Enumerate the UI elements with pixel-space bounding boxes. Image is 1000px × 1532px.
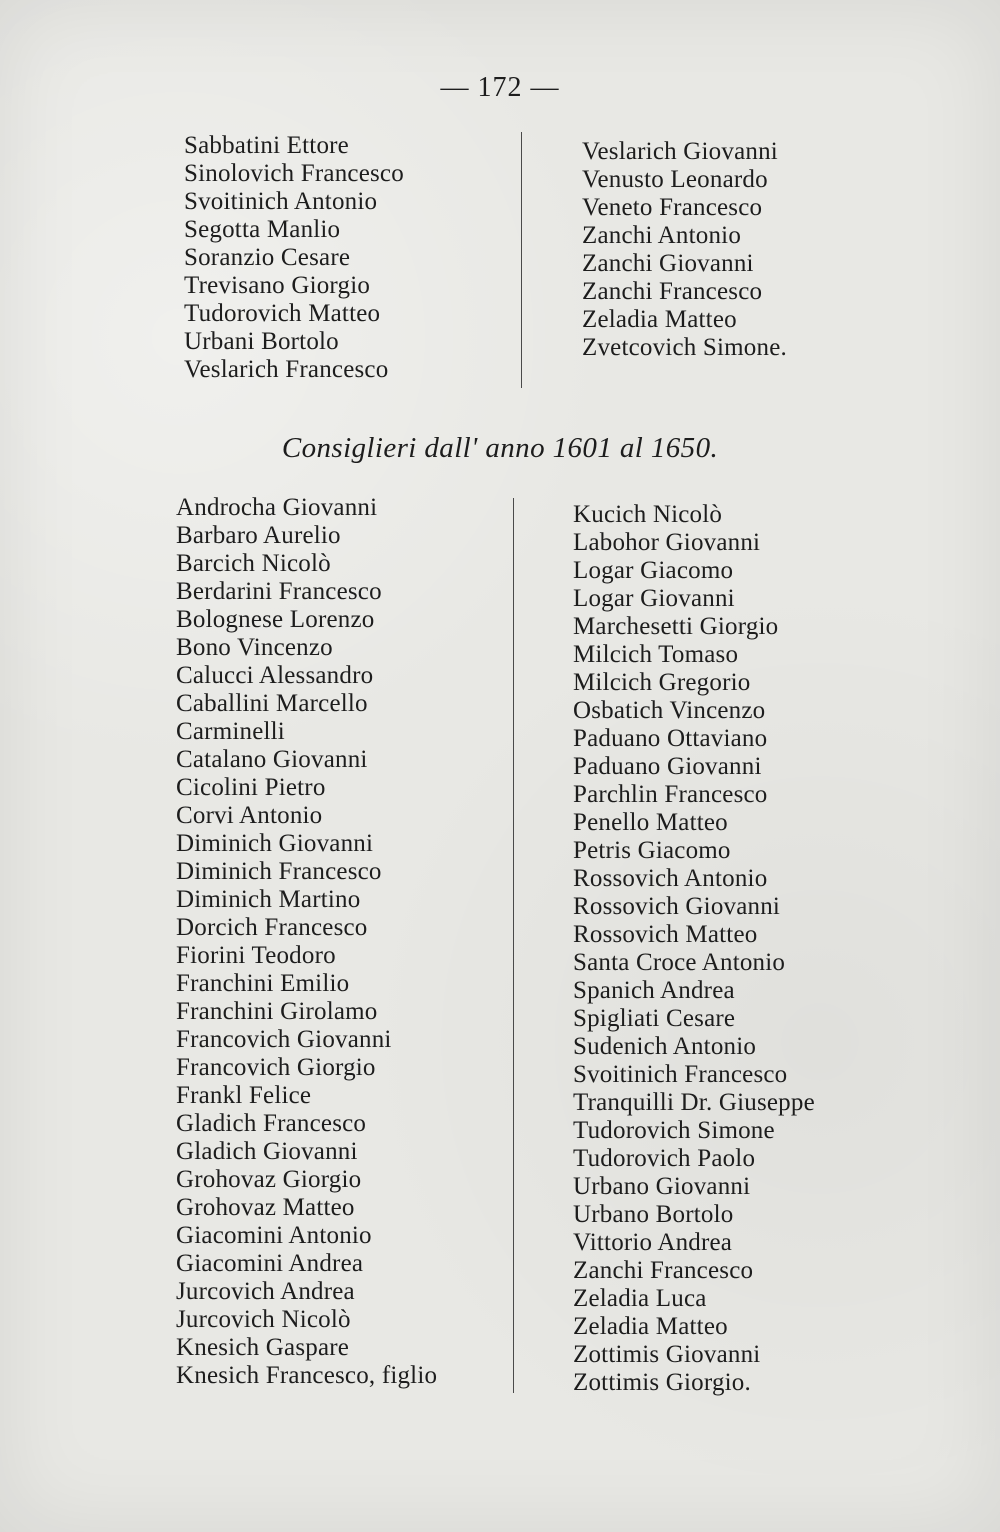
- name-entry: Zvetcovich Simone.: [582, 334, 787, 361]
- name-entry: Trevisano Giorgio: [184, 272, 371, 299]
- name-entry: Santa Croce Antonio: [573, 949, 786, 976]
- name-entry: Grohovaz Matteo: [176, 1194, 355, 1221]
- name-entry: Zottimis Giorgio.: [573, 1369, 751, 1396]
- bottom-left-name-list: [176, 494, 437, 1390]
- name-entry: Zanchi Giovanni: [582, 250, 754, 277]
- name-entry: Diminich Martino: [176, 886, 361, 913]
- name-entry: Giacomini Andrea: [176, 1250, 364, 1277]
- name-entry: Milcich Gregorio: [573, 669, 751, 696]
- name-entry: Rossovich Giovanni: [573, 893, 781, 920]
- name-entry: Grohovaz Giorgio: [176, 1166, 362, 1193]
- name-entry: Spigliati Cesare: [573, 1005, 736, 1032]
- name-entry: Fiorini Teodoro: [176, 942, 336, 969]
- name-entry: Milcich Tomaso: [573, 641, 739, 668]
- name-entry: Knesich Gaspare: [176, 1334, 350, 1361]
- name-entry: Catalano Giovanni: [176, 746, 368, 773]
- name-entry: Franchini Girolamo: [176, 998, 378, 1025]
- section-title: Consiglieri dall' anno 1601 al 1650.: [281, 432, 719, 464]
- name-entry: Veslarich Francesco: [184, 356, 389, 383]
- name-entry: Berdarini Francesco: [176, 578, 382, 605]
- name-entry: Vittorio Andrea: [573, 1229, 733, 1256]
- name-entry: Sinolovich Francesco: [184, 160, 404, 187]
- name-entry: Calucci Alessandro: [176, 662, 374, 689]
- name-entry: Rossovich Antonio: [573, 865, 768, 892]
- name-entry: Sabbatini Ettore: [184, 132, 349, 159]
- name-entry: Venusto Leonardo: [582, 166, 768, 193]
- name-entry: Kucich Nicolò: [573, 501, 723, 528]
- name-entry: Franchini Emilio: [176, 970, 350, 997]
- name-entry: Francovich Giorgio: [176, 1054, 376, 1081]
- name-entry: Urbano Giovanni: [573, 1173, 751, 1200]
- name-entry: Francovich Giovanni: [176, 1026, 392, 1053]
- name-entry: Svoitinich Francesco: [573, 1061, 788, 1088]
- name-entry: Diminich Giovanni: [176, 830, 374, 857]
- name-entry: Barbaro Aurelio: [176, 522, 341, 549]
- name-entry: Rossovich Matteo: [573, 921, 758, 948]
- name-entry: Zeladia Matteo: [582, 306, 737, 333]
- name-entry: Tudorovich Paolo: [573, 1145, 756, 1172]
- top-right-name-list: [582, 138, 787, 362]
- name-entry: Paduano Giovanni: [573, 753, 762, 780]
- name-entry: Urbani Bortolo: [184, 328, 339, 355]
- name-entry: Spanich Andrea: [573, 977, 735, 1004]
- name-entry: Zanchi Francesco: [573, 1257, 754, 1284]
- top-left-name-list: [184, 132, 404, 384]
- name-entry: Dorcich Francesco: [176, 914, 368, 941]
- name-entry: Frankl Felice: [176, 1082, 312, 1109]
- name-entry: Sudenich Antonio: [573, 1033, 757, 1060]
- page-number: — 172 —: [440, 72, 560, 103]
- name-entry: Gladich Francesco: [176, 1110, 367, 1137]
- name-entry: Giacomini Antonio: [176, 1222, 372, 1249]
- name-entry: Jurcovich Nicolò: [176, 1306, 351, 1333]
- name-entry: Urbano Bortolo: [573, 1201, 734, 1228]
- name-entry: Bono Vincenzo: [176, 634, 333, 661]
- name-entry: Veneto Francesco: [582, 194, 763, 221]
- name-entry: Caballini Marcello: [176, 690, 368, 717]
- bottom-column-divider: [513, 498, 514, 1393]
- name-entry: Osbatich Vincenzo: [573, 697, 766, 724]
- name-entry: Zanchi Antonio: [582, 222, 742, 249]
- name-entry: Zanchi Francesco: [582, 278, 763, 305]
- name-entry: Zeladia Matteo: [573, 1313, 728, 1340]
- name-entry: Segotta Manlio: [184, 216, 341, 243]
- name-entry: Bolognese Lorenzo: [176, 606, 375, 633]
- name-entry: Logar Giovanni: [573, 585, 735, 612]
- name-entry: Zottimis Giovanni: [573, 1341, 761, 1368]
- name-entry: Gladich Giovanni: [176, 1138, 358, 1165]
- name-entry: Carminelli: [176, 718, 285, 745]
- name-entry: Corvi Antonio: [176, 802, 323, 829]
- name-entry: Knesich Francesco, figlio: [176, 1362, 438, 1389]
- name-entry: Diminich Francesco: [176, 858, 382, 885]
- name-entry: Tranquilli Dr. Giuseppe: [573, 1089, 815, 1116]
- name-entry: Petris Giacomo: [573, 837, 731, 864]
- name-entry: Penello Matteo: [573, 809, 728, 836]
- name-entry: Zeladia Luca: [573, 1285, 707, 1312]
- name-entry: Androcha Giovanni: [176, 494, 378, 521]
- name-entry: Marchesetti Giorgio: [573, 613, 779, 640]
- name-entry: Svoitinich Antonio: [184, 188, 378, 215]
- name-entry: Logar Giacomo: [573, 557, 734, 584]
- name-entry: Cicolini Pietro: [176, 774, 326, 801]
- name-entry: Tudorovich Matteo: [184, 300, 381, 327]
- name-entry: Labohor Giovanni: [573, 529, 761, 556]
- name-entry: Tudorovich Simone: [573, 1117, 775, 1144]
- bottom-right-name-list: [573, 501, 815, 1397]
- name-entry: Paduano Ottaviano: [573, 725, 768, 752]
- name-entry: Veslarich Giovanni: [582, 138, 778, 165]
- name-entry: Parchlin Francesco: [573, 781, 768, 808]
- name-entry: Jurcovich Andrea: [176, 1278, 355, 1305]
- top-column-divider: [521, 132, 522, 388]
- name-entry: Soranzio Cesare: [184, 244, 351, 271]
- name-entry: Barcich Nicolò: [176, 550, 331, 577]
